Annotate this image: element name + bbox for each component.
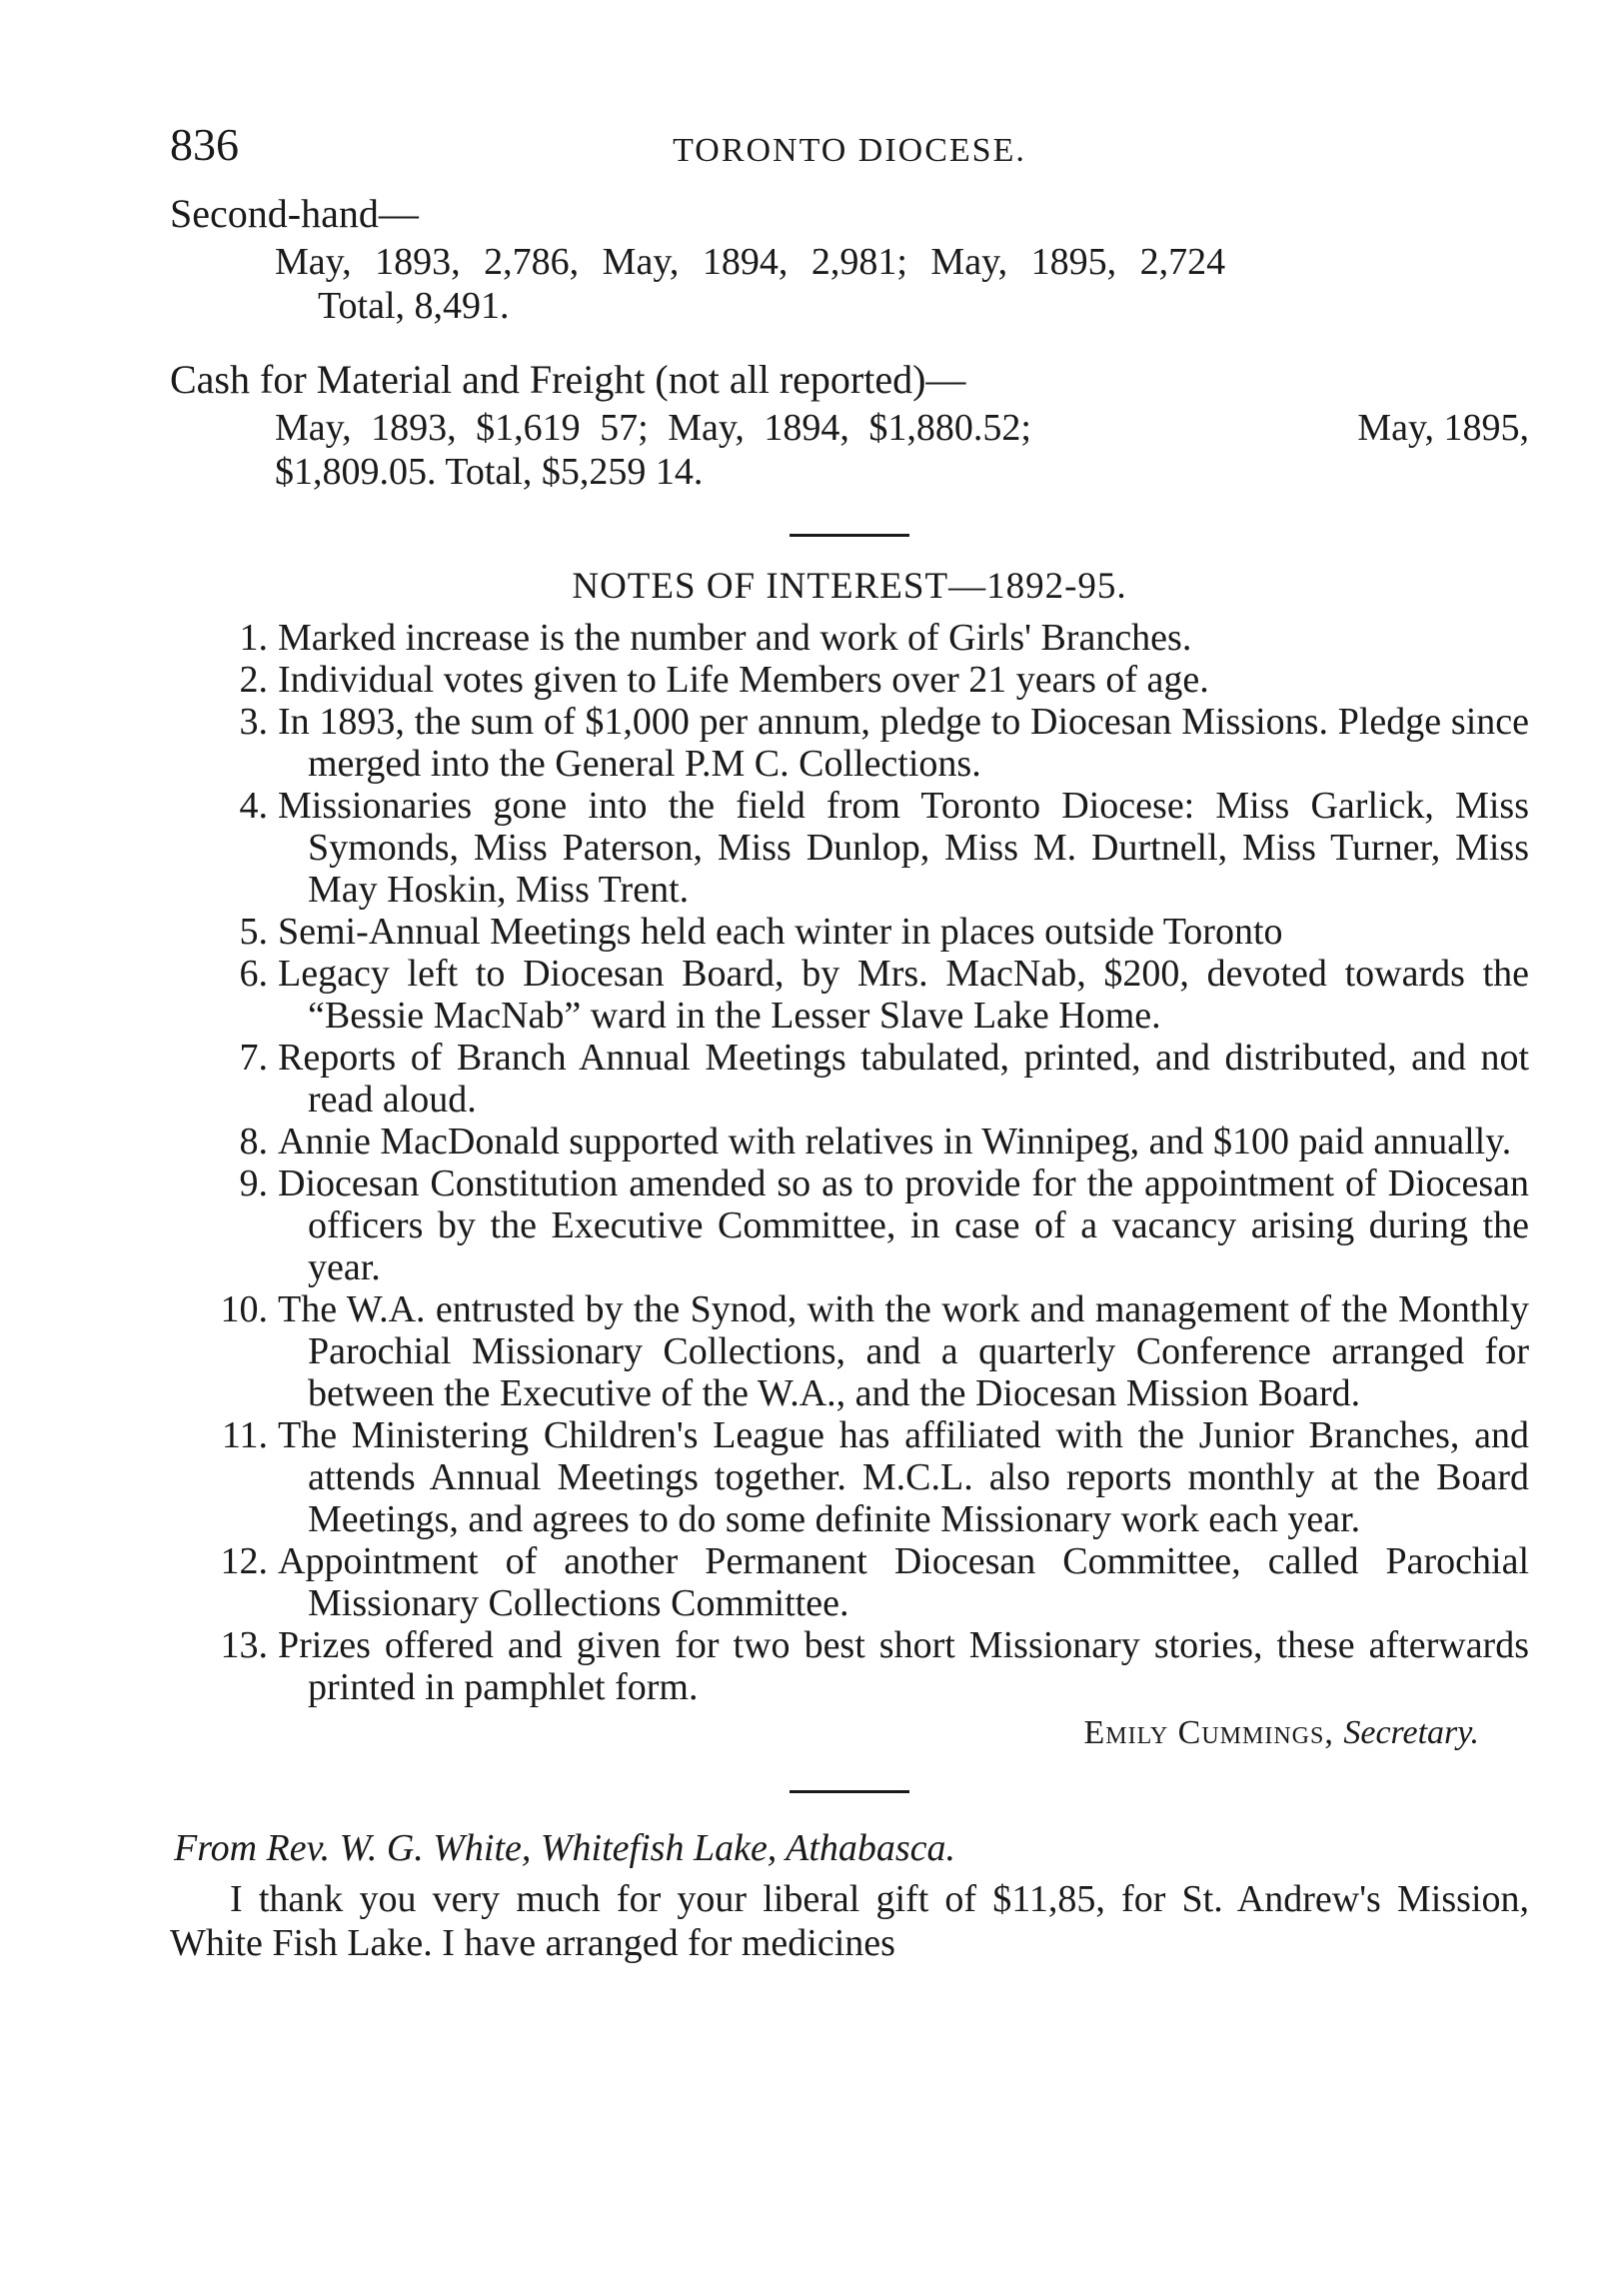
running-head: TORONTO DIOCESE.	[673, 132, 1026, 169]
note-item	[170, 785, 1529, 911]
note-text: Missionaries gone into the field from Toronto Diocese: Miss Garlick, Miss Symonds, Miss Paterson, Miss Dunlop, Miss M. Durtnell, Miss Turner, Miss May Hoskin, Miss Trent.	[278, 785, 1529, 911]
notes-title: NOTES OF INTEREST—1892-95.	[572, 566, 1127, 607]
note-item	[170, 617, 1529, 659]
cash-line-left: May, 1893, $1,619 57; May, 1894, $1,880.52;	[275, 407, 1031, 449]
note-item	[170, 701, 1529, 785]
note-number: 10.	[220, 1288, 268, 1330]
note-number: 12.	[220, 1540, 268, 1582]
note-number: 8.	[239, 1121, 268, 1162]
note-item	[170, 659, 1529, 701]
note-text: Marked increase is the number and work of Girls' Branches.	[278, 617, 1192, 659]
page-number: 836	[170, 119, 239, 170]
second-hand-section	[170, 188, 1529, 328]
note-number: 6.	[239, 953, 268, 995]
note-number: 13.	[220, 1624, 268, 1666]
notes-signature	[170, 1710, 1529, 1756]
cash-total: $1,809.05. Total, $5,259 14.	[275, 451, 704, 493]
letter-section	[170, 1823, 1529, 1965]
note-text: Diocesan Constitution amended so as to provide for the appointment of Diocesan officers by the Executive Committee, in case of a vacancy arising during the year.	[278, 1162, 1529, 1288]
section-divider	[790, 534, 909, 537]
note-number: 9.	[239, 1162, 268, 1204]
cash-label: Cash for Material and Freight (not all reported)—	[170, 357, 966, 402]
note-item	[170, 1624, 1529, 1708]
document-page	[170, 110, 1529, 2209]
note-text: Individual votes given to Life Members over 21 years of age.	[278, 659, 1209, 701]
note-item	[170, 953, 1529, 1037]
note-item	[170, 911, 1529, 953]
cash-section	[170, 354, 1529, 494]
letter-heading: From Rev. W. G. White, Whitefish Lake, Athabasca.	[174, 1827, 956, 1869]
note-number: 11.	[221, 1414, 268, 1456]
note-item	[170, 1162, 1529, 1288]
cash-line	[170, 406, 1529, 450]
note-item	[170, 1540, 1529, 1624]
cash-line-right: May, 1895,	[1357, 407, 1529, 449]
signature-name: Emily Cummings,	[1083, 1714, 1334, 1751]
notes-list	[170, 617, 1529, 1708]
note-number: 1.	[239, 617, 268, 659]
note-number: 2.	[239, 659, 268, 701]
note-text: Prizes offered and given for two best short Missionary stories, these afterwards printed in pamphlet form.	[278, 1624, 1529, 1708]
signature-role: Secretary.	[1343, 1714, 1479, 1751]
note-number: 3.	[239, 701, 268, 743]
note-item	[170, 1414, 1529, 1540]
note-text: In 1893, the sum of $1,000 per annum, pledge to Diocesan Missions. Pledge since merged into the General P.M C. Collections.	[278, 701, 1529, 785]
note-text: The Ministering Children's League has affiliated with the Junior Branches, and attends Annual Meetings together. M.C.L. also reports monthly at the Board Meetings, and agrees to do some definite Missionary work each year.	[278, 1414, 1529, 1540]
note-item	[170, 1037, 1529, 1121]
note-number: 7.	[239, 1037, 268, 1079]
note-text: Appointment of another Permanent Diocesan Committee, called Parochial Missionary Collections Committee.	[278, 1540, 1529, 1624]
second-hand-line: May, 1893, 2,786, May, 1894, 2,981; May, 1895, 2,724	[275, 241, 1226, 283]
letter-body: I thank you very much for your liberal gift of $11,85, for St. Andrew's Mission, White Fish Lake. I have arranged for medicines	[170, 1878, 1529, 1964]
note-text: The W.A. entrusted by the Synod, with the work and management of the Monthly Parochial Missionary Collections, and a quarterly Conference arranged for between the Executive of the W.A., and the Diocesan Mission Board.	[278, 1288, 1529, 1414]
second-hand-total: Total, 8,491.	[318, 285, 510, 327]
section-divider	[790, 1790, 909, 1793]
page-header	[170, 110, 1529, 180]
second-hand-label: Second-hand—	[170, 191, 419, 236]
note-text: Reports of Branch Annual Meetings tabulated, printed, and distributed, and not read aloud.	[278, 1037, 1529, 1121]
note-item	[170, 1288, 1529, 1414]
note-text: Legacy left to Diocesan Board, by Mrs. MacNab, $200, devoted towards the “Bessie MacNab” ward in the Lesser Slave Lake Home.	[278, 953, 1529, 1037]
note-number: 4.	[239, 785, 268, 827]
note-text: Annie MacDonald supported with relatives in Winnipeg, and $100 paid annually.	[278, 1121, 1512, 1162]
note-text: Semi-Annual Meetings held each winter in places outside Toronto	[278, 911, 1283, 953]
note-item	[170, 1121, 1529, 1162]
note-number: 5.	[239, 911, 268, 953]
